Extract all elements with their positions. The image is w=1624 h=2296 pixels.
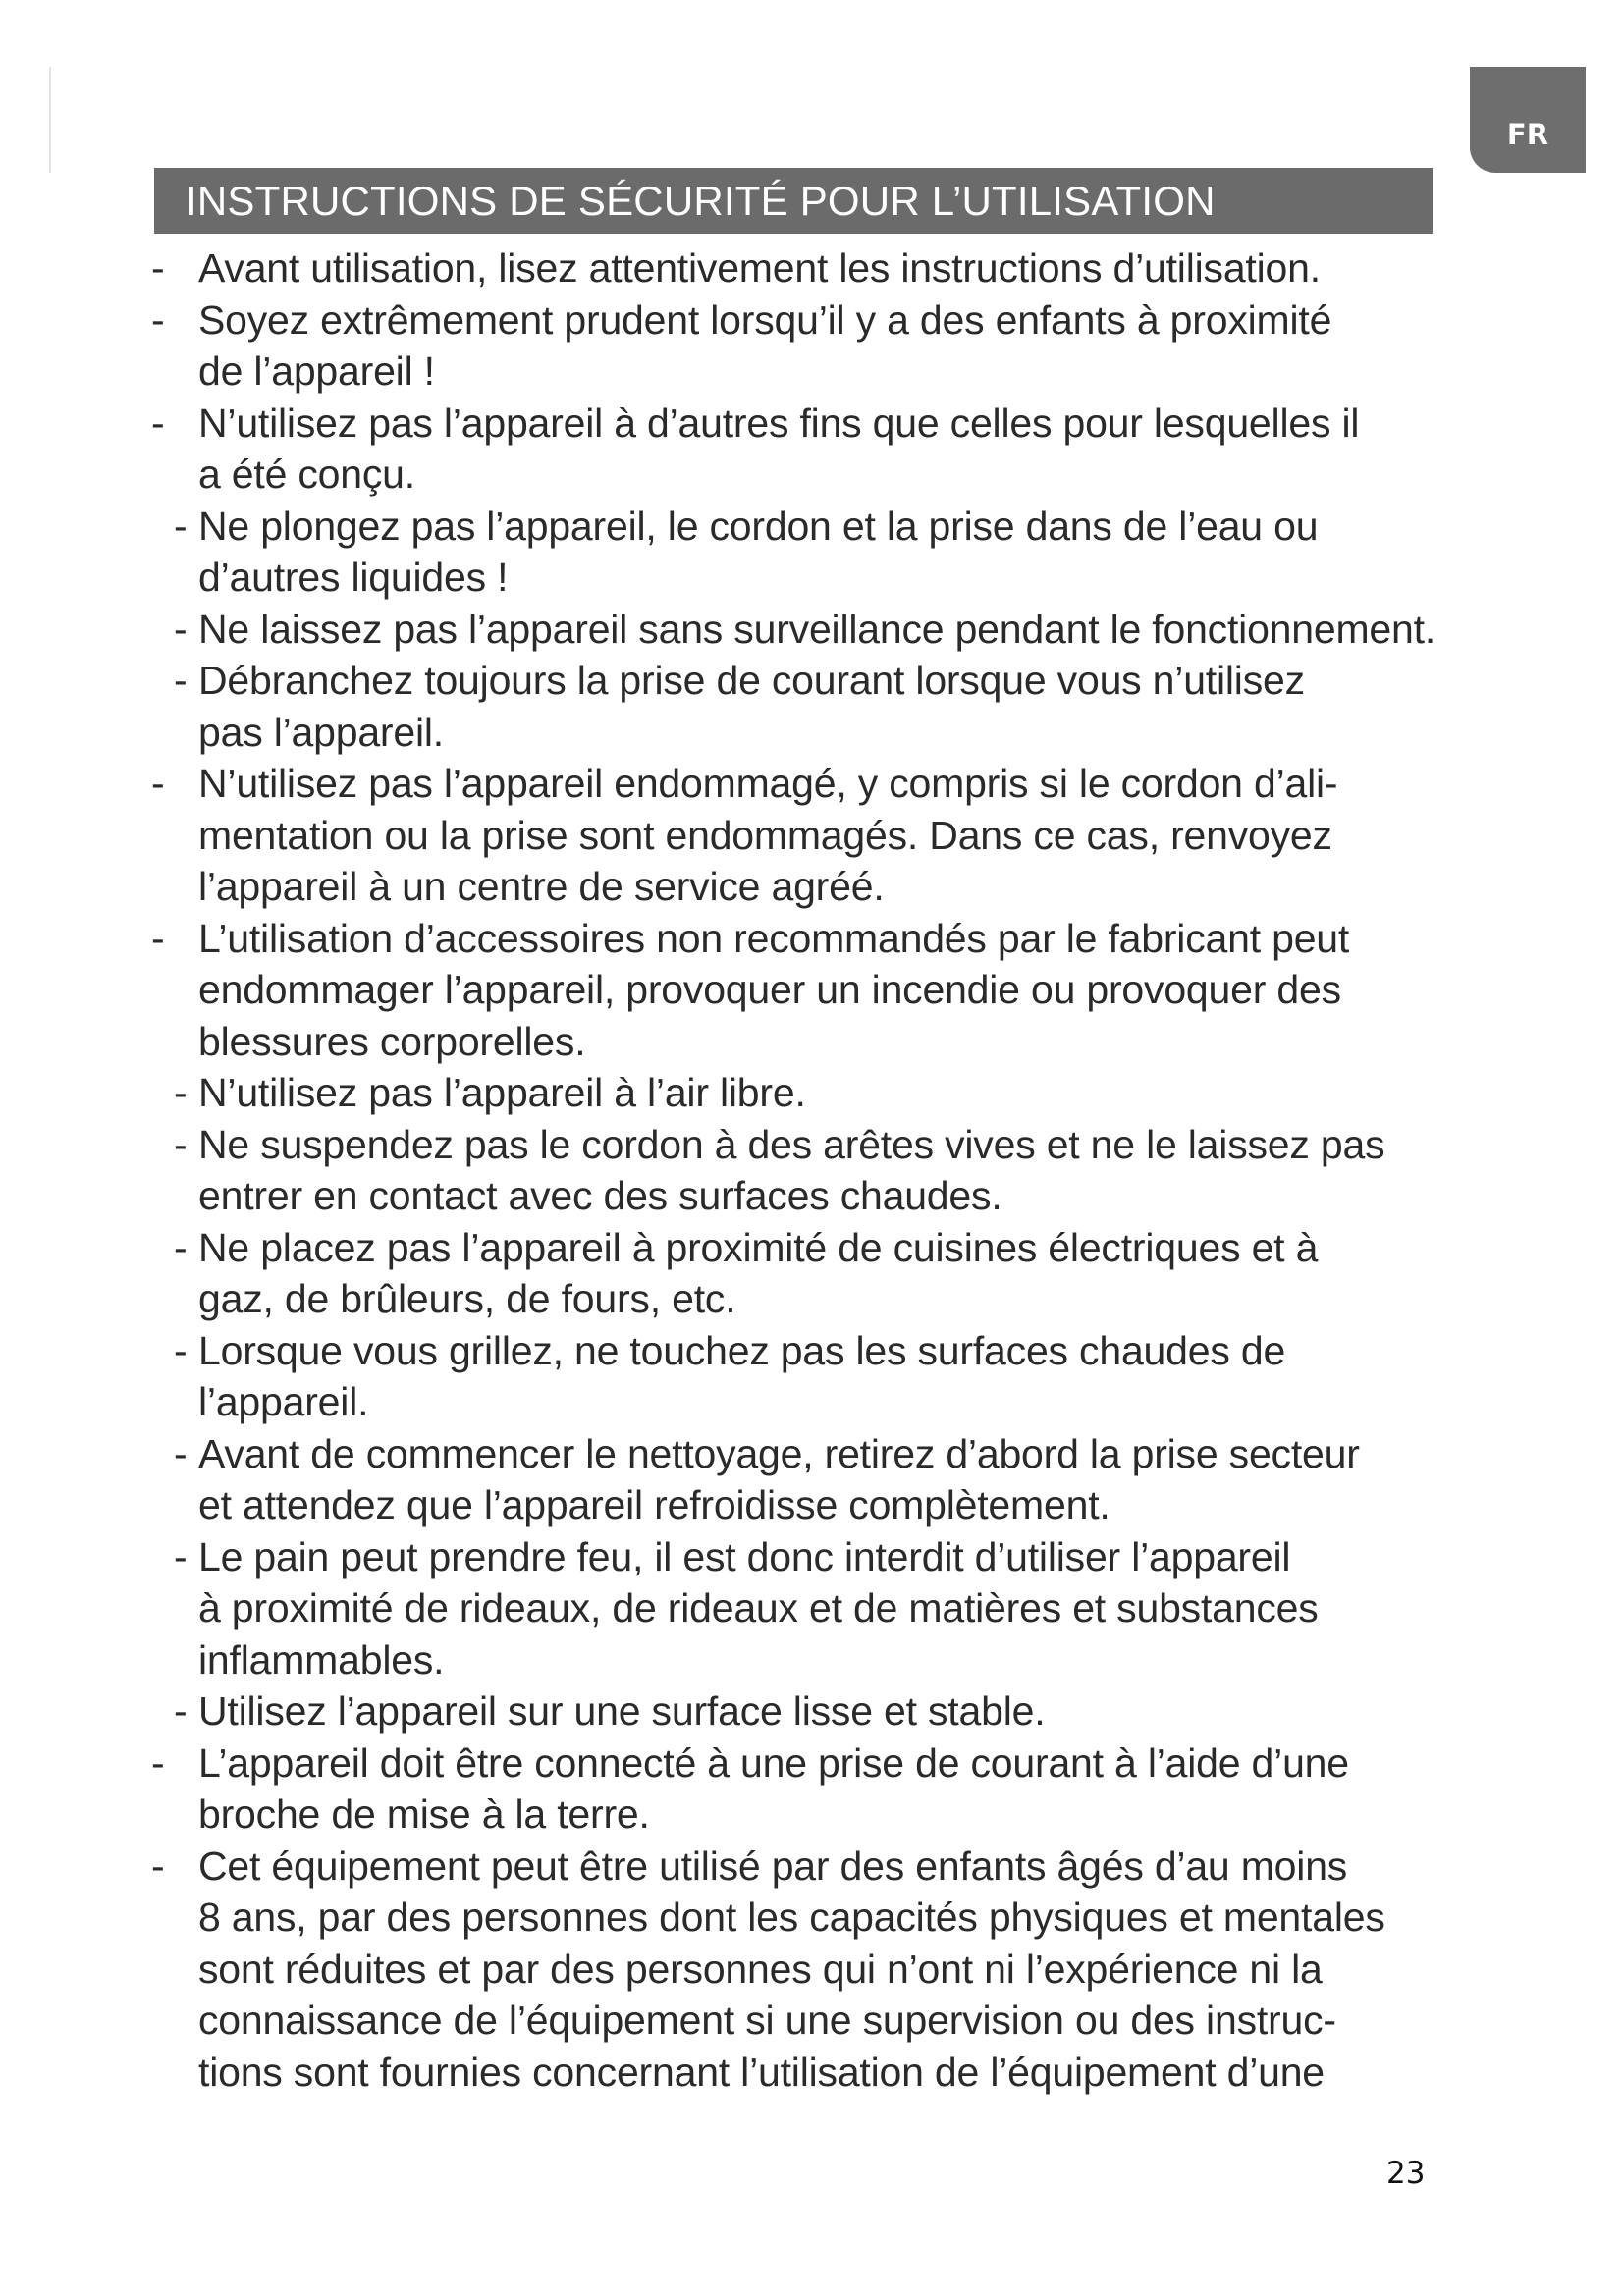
bullet-dash: - <box>151 400 165 446</box>
list-item-text: Ne plongez pas l’appareil, le cordon et la prise dans de l’eau ou d’autres liquides ! <box>198 503 1319 600</box>
list-item-text: Ne suspendez pas le cordon à des arêtes vives et ne le laissez pas entrer en contact avec des surfaces chaudes. <box>198 1121 1385 1218</box>
list-item <box>147 1531 1502 1686</box>
list-item-text: Le pain peut prendre feu, il est donc interdit d’utiliser l’appareil à proximité de rideaux, de rideaux et de matières et substances inflammables. <box>198 1533 1319 1682</box>
list-item <box>147 294 1502 398</box>
page-margin-line <box>49 67 51 173</box>
list-item <box>147 1222 1502 1325</box>
list-item <box>147 758 1502 913</box>
list-item <box>147 913 1502 1068</box>
list-item <box>147 1841 1502 2099</box>
list-item-text: Avant de commencer le nettoyage, retirez d’abord la prise secteur et attendez que l’appareil refroidisse complètement. <box>198 1430 1360 1527</box>
list-item <box>147 1737 1502 1841</box>
list-item-text: Lorsque vous grillez, ne touchez pas les surfaces chaudes de l’appareil. <box>198 1327 1286 1424</box>
list-item <box>147 1067 1502 1119</box>
bullet-dash: - <box>151 296 165 343</box>
list-item-text: Avant utilisation, lisez attentivement les instructions d’utilisation. <box>198 245 1321 291</box>
bullet-dash: - <box>174 1224 188 1270</box>
bullet-dash: - <box>151 1842 165 1889</box>
bullet-dash: - <box>174 1121 188 1167</box>
bullet-dash: - <box>174 1688 188 1734</box>
bullet-dash: - <box>151 915 165 961</box>
list-item-text: N’utilisez pas l’appareil à d’autres fins que celles pour lesquelles il a été conçu. <box>198 400 1360 497</box>
list-item-text: Ne placez pas l’appareil à proximité de cuisines électriques et à gaz, de brûleurs, de fours, etc. <box>198 1224 1319 1321</box>
list-item-text: L’utilisation d’accessoires non recommandés par le fabricant peut endommager l’appareil, provoquer un incendie ou provoquer des blessures corporelles. <box>198 915 1350 1064</box>
list-item-text: Soyez extrêmement prudent lorsqu’il y a des enfants à proximité de l’appareil ! <box>198 296 1332 394</box>
list-item-text: Utilisez l’appareil sur une surface lisse et stable. <box>198 1688 1046 1734</box>
bullet-dash: - <box>174 1430 188 1476</box>
list-item-text: L’appareil doit être connecté à une prise de courant à l’aide d’une broche de mise à la terre. <box>198 1739 1349 1837</box>
language-tab <box>1470 67 1586 173</box>
section-title: INSTRUCTIONS DE SÉCURITÉ POUR L’UTILISATION <box>186 178 1216 224</box>
section-header <box>154 168 1433 234</box>
bullet-dash: - <box>151 1739 165 1786</box>
list-item-text: N’utilisez pas l’appareil à l’air libre. <box>198 1070 806 1115</box>
bullet-dash: - <box>174 1070 188 1115</box>
list-item-text: Cet équipement peut être utilisé par des enfants âgés d’au moins 8 ans, par des personnes dont les capacités physiques et mentales sont réduites et par des personnes qui n’ont ni l’expérience ni la connaissance de l’équipement si une supervision ou des instruc- tions sont fournies concernant l’utilisation de l’équipement d’une <box>198 1842 1385 2095</box>
list-item <box>147 1325 1502 1428</box>
bullet-dash: - <box>174 503 188 549</box>
list-item <box>147 1119 1502 1222</box>
list-item-text: Débranchez toujours la prise de courant lorsque vous n’utilisez pas l’appareil. <box>198 658 1305 755</box>
list-item-text: Ne laissez pas l’appareil sans surveillance pendant le fonctionnement. <box>198 606 1436 652</box>
bullet-dash: - <box>174 606 188 652</box>
bullet-dash: - <box>151 245 165 291</box>
list-item <box>147 604 1502 656</box>
bullet-dash: - <box>174 658 188 703</box>
page-number: 23 <box>1386 2156 1426 2191</box>
list-item <box>147 398 1502 501</box>
list-item <box>147 1685 1502 1737</box>
list-item-text: N’utilisez pas l’appareil endommagé, y compris si le cordon d’ali- mentation ou la prise sont endommagés. Dans ce cas, renvoyez l’appareil à un centre de service agréé. <box>198 761 1338 909</box>
bullet-dash: - <box>174 1533 188 1579</box>
list-item <box>147 1428 1502 1531</box>
list-item <box>147 655 1502 758</box>
bullet-dash: - <box>174 1327 188 1373</box>
list-item <box>147 501 1502 604</box>
list-item <box>147 242 1502 294</box>
bullet-dash: - <box>151 761 165 806</box>
instruction-list <box>147 242 1502 2098</box>
language-tab-label: FR <box>1506 118 1549 151</box>
